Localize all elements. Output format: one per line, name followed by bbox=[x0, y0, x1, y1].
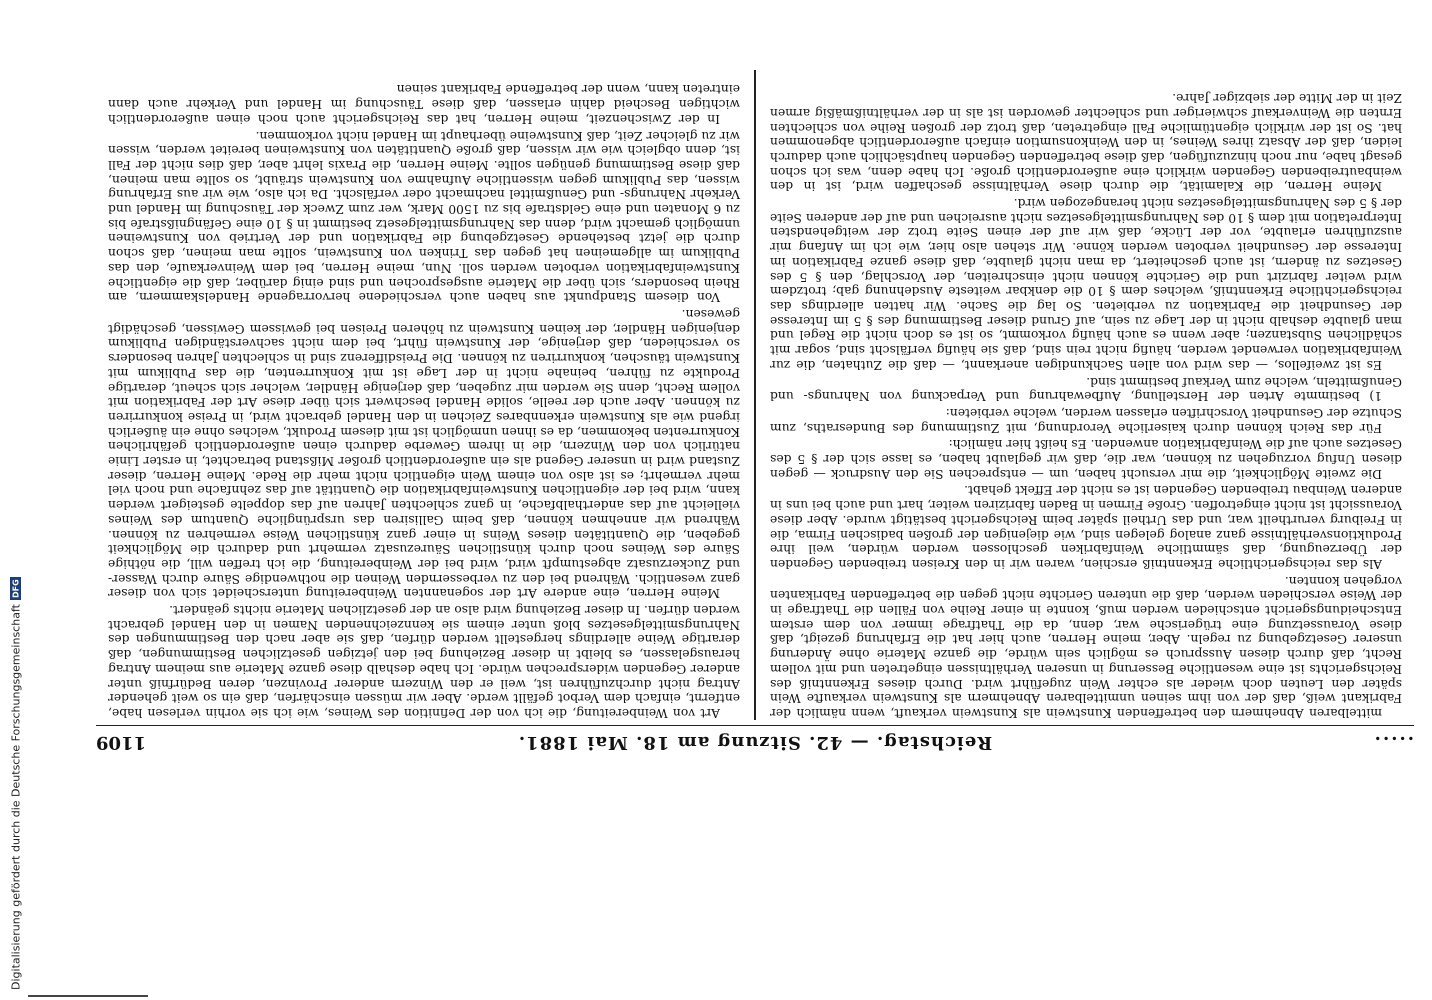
paragraph: mittelbaren Abnehmern den betreffenden Kunstwein als Kunstwein verkauft, wenn nämlich der Fabrikant weiß, daß der von ihm seinen unmittelbaren Abnehmern als Kunstwein verkaufte Wein später den Leuten doch wieder als echter Wein zugeführt wird. Durch dieses Erkenntniß des Reichsgerichts ist eine wesentliche Besserung in unseren Verhältnissen eingetreten und mit vollem Recht, daß durch diesen Ausspruch es möglich sein würde, die ganze Materie ohne Änderung unserer Gesetzgebung zu regeln. Aber, meine Herren, auch hier hat die Erfahrung gezeigt, daß diese Voraussetzung eine trügerische war, denn, da die Thatfrage immer von dem erstem Entscheidungsgericht entschieden werden muß, konnte in einer Reihe von Fällen die Thatfrage in der Weise verschieden werden, daß die unteren Gerichte nicht gegen die betreffenden Fabrikanten vorgehen konnten. bbox=[770, 573, 1402, 720]
page-rotator bbox=[96, 70, 1414, 760]
paragraph: In der Zwischenzeit, meine Herren, hat das Reichsgericht auch noch einen außerordentlich wichtigen Bescheid dahin erlassen, daß diese Täuschung im Handel und Verkehr auch dann eintreten kann, wenn der betreffende Fabrikant seinen bbox=[108, 82, 740, 126]
paragraph: Meine Herren, die Kalamität, die durch diese Verhältnisse geschaffen wird, ist in den weinbautreibenden Gegenden wirklich eine außerordentlich große. Ich habe denn, was ich schon gesagt habe, nur noch hinzuzufügen, daß diese betreffenden Gegenden hauptsächlich auch dadurch leiden, daß der Absatz ihres Weines, in den Weinkonsumtion einfach außerordentlich abgenommen hat. So ist der wirklich eigentümliche Fall eingetreten, daß trotz der großen Reihe von schlechten Ernten die Weinverkauf schwieriger und schlechter geworden ist als in der verhältnißmäßig armen Zeit in der Mitte der siebziger Jahre. bbox=[770, 91, 1402, 194]
page-title: Reichstag. — 42. Sitzung am 18. Mai 1881. bbox=[517, 732, 993, 754]
paragraph: Von diesem Standpunkt aus haben auch verschiedene hervorragende Handelskammern, am Rhein besonders, sich über die Materie ausgesprochen und sind einig darüber, daß die eigentliche Kunstweinfabrikation verboten werden soll. Nun, meine Herren, bei dem Weinverkaufe, den das Publikum im allgemeinen hat gegen das Trinken von Kunstwein, sollte man meinen, daß schon durch die jetzt bestehende Gesetzgebung die Fabrikation und der Vertrieb von Kunstweinen unmöglich gemacht wird, denn das Nahrungsmittelgesetz bestimmt in § 10 eine Gefängnißstrafe bis zu 6 Monaten und eine Geldstrafe bis zu 1500 Mark, wer zum Zweck der Täuschung im Handel und Verkehr Nahrungs- und Genußmittel nachmacht oder verfälscht. Da ich also, wie wir aus Erfahrung wissen, das Publikum gegen wissentliche Aufnahme von Kunstwein sträubt, so sollte man meinen, daß diese Bestimmung genügen sollte. Meine Herren, die Praxis lehrt aber, daß dies nicht der Fall ist, denn obgleich wie wir wissen, daß große Quantitäten von Kunstweinen bereitet werden, wissen wir zu gleicher Zeit, daß Kunstweine überhaupt im Handel nicht vorkommen. bbox=[108, 128, 740, 305]
digitization-caption bbox=[5, 60, 27, 990]
paragraph: Art von Weinbereitung, die ich von der Definition des Weines, wie ich sie vorhin verlesen habe, entfernt, einfach dem Verbot gefällt werde. Aber wir müssen einschärfen, daß ein so weit gehender Antrag nicht durchzuführen ist, weil er den Winzern anderer Provinzen, deren Bedürfniß unter anderer Gegenden widersprechen würde. Ich habe deshalb diese ganze Materie aus meinem Antrag herausgelassen, es bleibt in dieser Beziehung bei den jetzigen gesetzlichen Bestimmungen, daß derartige Weine allerdings hergestellt werden dürfen, daß sie aber nach den Bestimmungen des Nahrungsmittelgesetzes bloß unter einem sie kennzeichnenden Namen in den Handel gebracht werden dürfen. In dieser Beziehung wird also an der gesetzlichen Materie nichts geändert. bbox=[108, 603, 740, 720]
text-columns bbox=[96, 70, 1414, 720]
page-number: 1109 bbox=[96, 732, 147, 754]
text-column-left bbox=[758, 70, 1414, 720]
paragraph: 1) bestimmte Arten der Herstellung, Aufbewahrung und Verpackung von Nahrungs- und Genußmitteln, welche zum Verkauf bestimmt sind. bbox=[770, 374, 1402, 404]
scan-edge-mark bbox=[28, 995, 148, 997]
scanned-page bbox=[96, 70, 1414, 760]
text-column-right bbox=[96, 70, 752, 720]
paragraph: Für das Reich können durch kaiserliche Verordnung, mit Zustimmung des Bundesraths, zum Schutze der Gesundheit Vorschriften erlassen werden, welche verbieten: bbox=[770, 405, 1402, 435]
paragraph: Es ist zweifellos, — das wird von allen Sachkundigen anerkannt, — daß die Zuthaten, die zur Weinfabrikation verwendet werden, häufig nicht rein sind, daß sie häufig verfälscht sind, sogar mit schädlichen Substanzen; aber wenn es auch häufig vorkommt, so ist es doch nicht die Regel und man glaubte deshalb nicht in der Lage zu sein, auf Grund dieser Bestimmung des § 5 im Interesse der Gesundheit die Fabrikation zu verbieten. So lag die Sache. Wir hatten allerdings das reichsgerichtliche Erkenntniß, welches dem § 10 die denkbar weiteste Ausdehnung gab; trotzdem wird weiter fabrizirt und die Gerichte können nicht einschreiten, der Vorschlag, den § 5 des Gesetzes zu ändern, ist auch gescheitert, da man nicht glaubte, daß diese ganze Fabrikation im Interesse der Gesundheit verboten werden könne. Wir stehen also hier, wie ich im Anfang mir auszuführen erlaubte, vor der Lücke, daß wir auf der einen Seite trotz der weitgehendsten Interpretation mit dem § 10 des Nahrungsmittelgesetzes nicht ausreichen und auf der anderen Seite der § 5 des Nahrungsmittelgesetzes nicht herangezogen wird. bbox=[770, 196, 1402, 372]
paragraph: Als das reichsgerichtliche Erkenntniß erschien, waren wir in den Kreisen treibenden Gegenden der Überzeugung, daß sämmtliche Weinfabriken geschlossen werden würden, weil ihre Produktionsverhältnisse ganz analog gelegen sind, wie diejenigen der großen badischen Firma, die in Freiburg verurtheilt war, und das Urtheil später beim Reichsgericht bestätigt wurde. Aber diese Voraussicht ist nicht eingetroffen. Große Firmen in Baden fabriziren weiter, hart und auch bei uns in anderen Weinbau treibenden Gegenden ist es nicht der Effekt gehabt. bbox=[770, 483, 1402, 571]
paragraph: Die zweite Möglichkeit, die mir versucht haben, um — entsprechen Sie den Ausdruck — gegen diesen Unfug vorzugehen zu können, war die, daß wir geglaubt haben, es lasse sich der § 5 des Gesetzes auch auf die Weinfabrikation anwenden. Es heißt hier nämlich: bbox=[770, 437, 1402, 481]
digitization-note: Digitalisierung gefördert durch die Deutsche Forschungsgemeinschaft bbox=[9, 604, 23, 990]
column-divider bbox=[754, 70, 756, 720]
paragraph: Meine Herren, eine andere Art der sogenannten Weinbereitung unterscheidet sich von dieser ganz wesentlich. Während bei den zu verbessernden Weinen die nothwendige Säure durch Wasser- und Zuckerzusatz abgestumpft wird, wird bei der Weinbereitung, die ich treffen will, die nöthige Säure des Weines noch durch künstlichen Säurezusatz vermehrt und dadurch die Möglichkeit gegeben, die Quantitäten dieses Weins in einer ganz künstlichen Weise vermehren zu können. Während wir annehmen können, daß beim Gallisiren das ursprüngliche Quantum des Weines vielleicht auf das anderthalbfache, in ganz schlechten Jahren auf das doppelte gesteigert werden kann, wird bei der eigentlichen Kunstweinfabrikation die Quantität auf das zehnfache und noch viel mehr vermehrt; es ist also von einem Wein eigentlich nicht mehr die Rede. Meine Herren, dieser Zustand wird in unserer Gegend als ein außerordentlich großer Mißstand betrachtet, in erster Linie natürlich von den Winzern, die in ihrem Gewerbe dadurch einen außerordentlich gefährlichen Konkurrenten bekommen, da es ihnen unmöglich ist mit diesem Produkt, welches ohne ein äußerlich irgend wie als Kunstwein erkennbares Zeichen in den Handel gebracht wird, in Preise konkurriren zu können. Aber auch der reelle, solide Handel beschwert sich über diese Art der Fabrikation mit vollem Recht, denn Sie werden mir zugeben, daß derjenige Händler, welcher sich scheut, derartige Produkte zu führen, beinahe nicht in der Lage ist mit Konkurrenten, die das Publikum mit Kunstwein täuschen, konkurriren zu können. Die Preisdifferenz sind in schlechten Jahren besonders so verschieden, daß derjenige, der Kunstwein führt, bei dem nicht sachverständigen Publikum denjenigen Händler, der keinen Kunstwein zu höheren Preisen bei gewissem Gewissen, geschädigt gewesen. bbox=[108, 307, 740, 601]
page-header bbox=[96, 725, 1414, 760]
dfg-logo: DFG bbox=[11, 579, 21, 599]
header-dots: ..... bbox=[1372, 732, 1414, 754]
